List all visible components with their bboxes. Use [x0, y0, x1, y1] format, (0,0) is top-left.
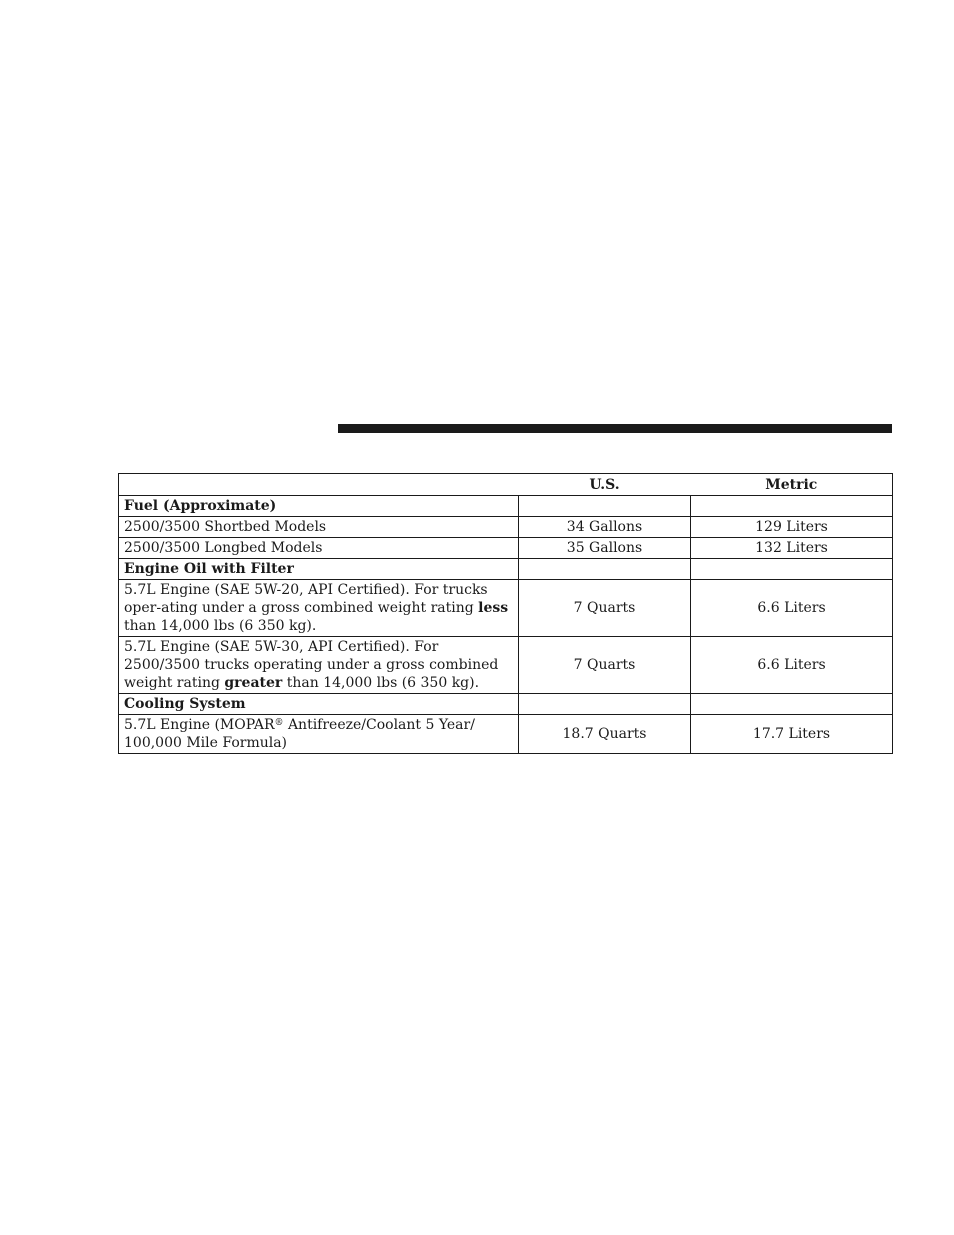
header-us: U.S.: [519, 474, 691, 496]
section-row-oil: [119, 559, 893, 580]
row-metric-value: 17.7 Liters: [691, 715, 893, 754]
empty-cell: [519, 496, 691, 517]
row-metric-value: 132 Liters: [691, 538, 893, 559]
section-header-rule: [338, 424, 892, 433]
row-us-value: 7 Quarts: [519, 580, 691, 637]
header-row: [119, 474, 893, 496]
row-us-value: 7 Quarts: [519, 637, 691, 694]
row-label: [119, 637, 519, 694]
row-us-value: 35 Gallons: [519, 538, 691, 559]
row-label-text: than 14,000 lbs (6 350 kg).: [124, 618, 317, 634]
row-metric-value: 6.6 Liters: [691, 580, 893, 637]
row-label-emphasis: less: [478, 600, 509, 616]
row-label-text: 5.7L Engine (SAE 5W-20, API Certified). For trucks oper-ating under a gross combined weight rating: [124, 582, 488, 616]
row-us-value: 18.7 Quarts: [519, 715, 691, 754]
table-row: [119, 637, 893, 694]
row-us-value: 34 Gallons: [519, 517, 691, 538]
row-label: 2500/3500 Shortbed Models: [119, 517, 519, 538]
empty-cell: [691, 496, 893, 517]
fluid-capacities-table: [118, 473, 893, 754]
row-label-text: Antifreeze/Coolant 5 Year/ 100,000 Mile Formula): [124, 717, 475, 751]
row-label-text: 5.7L Engine (MOPAR: [124, 717, 275, 733]
section-title-oil: Engine Oil with Filter: [119, 559, 519, 580]
empty-cell: [691, 694, 893, 715]
section-row-cooling: [119, 694, 893, 715]
empty-cell: [691, 559, 893, 580]
table-row: [119, 715, 893, 754]
registered-mark: ®: [274, 718, 284, 728]
empty-cell: [519, 559, 691, 580]
section-title-fuel: Fuel (Approximate): [119, 496, 519, 517]
empty-cell: [519, 694, 691, 715]
table-row: [119, 538, 893, 559]
header-blank: [119, 474, 519, 496]
row-label-text: than 14,000 lbs (6 350 kg).: [282, 675, 480, 691]
row-label-emphasis: greater: [224, 675, 283, 691]
row-label: [119, 580, 519, 637]
section-title-cooling: Cooling System: [119, 694, 519, 715]
row-label: 2500/3500 Longbed Models: [119, 538, 519, 559]
header-metric: Metric: [691, 474, 893, 496]
table-row: [119, 580, 893, 637]
section-row-fuel: [119, 496, 893, 517]
row-label-text: 5.7L Engine (SAE 5W-30, API Certified). For 2500/3500 trucks operating under a gross combined weight rating: [124, 639, 499, 691]
row-metric-value: 6.6 Liters: [691, 637, 893, 694]
table-row: [119, 517, 893, 538]
row-metric-value: 129 Liters: [691, 517, 893, 538]
row-label: [119, 715, 519, 754]
